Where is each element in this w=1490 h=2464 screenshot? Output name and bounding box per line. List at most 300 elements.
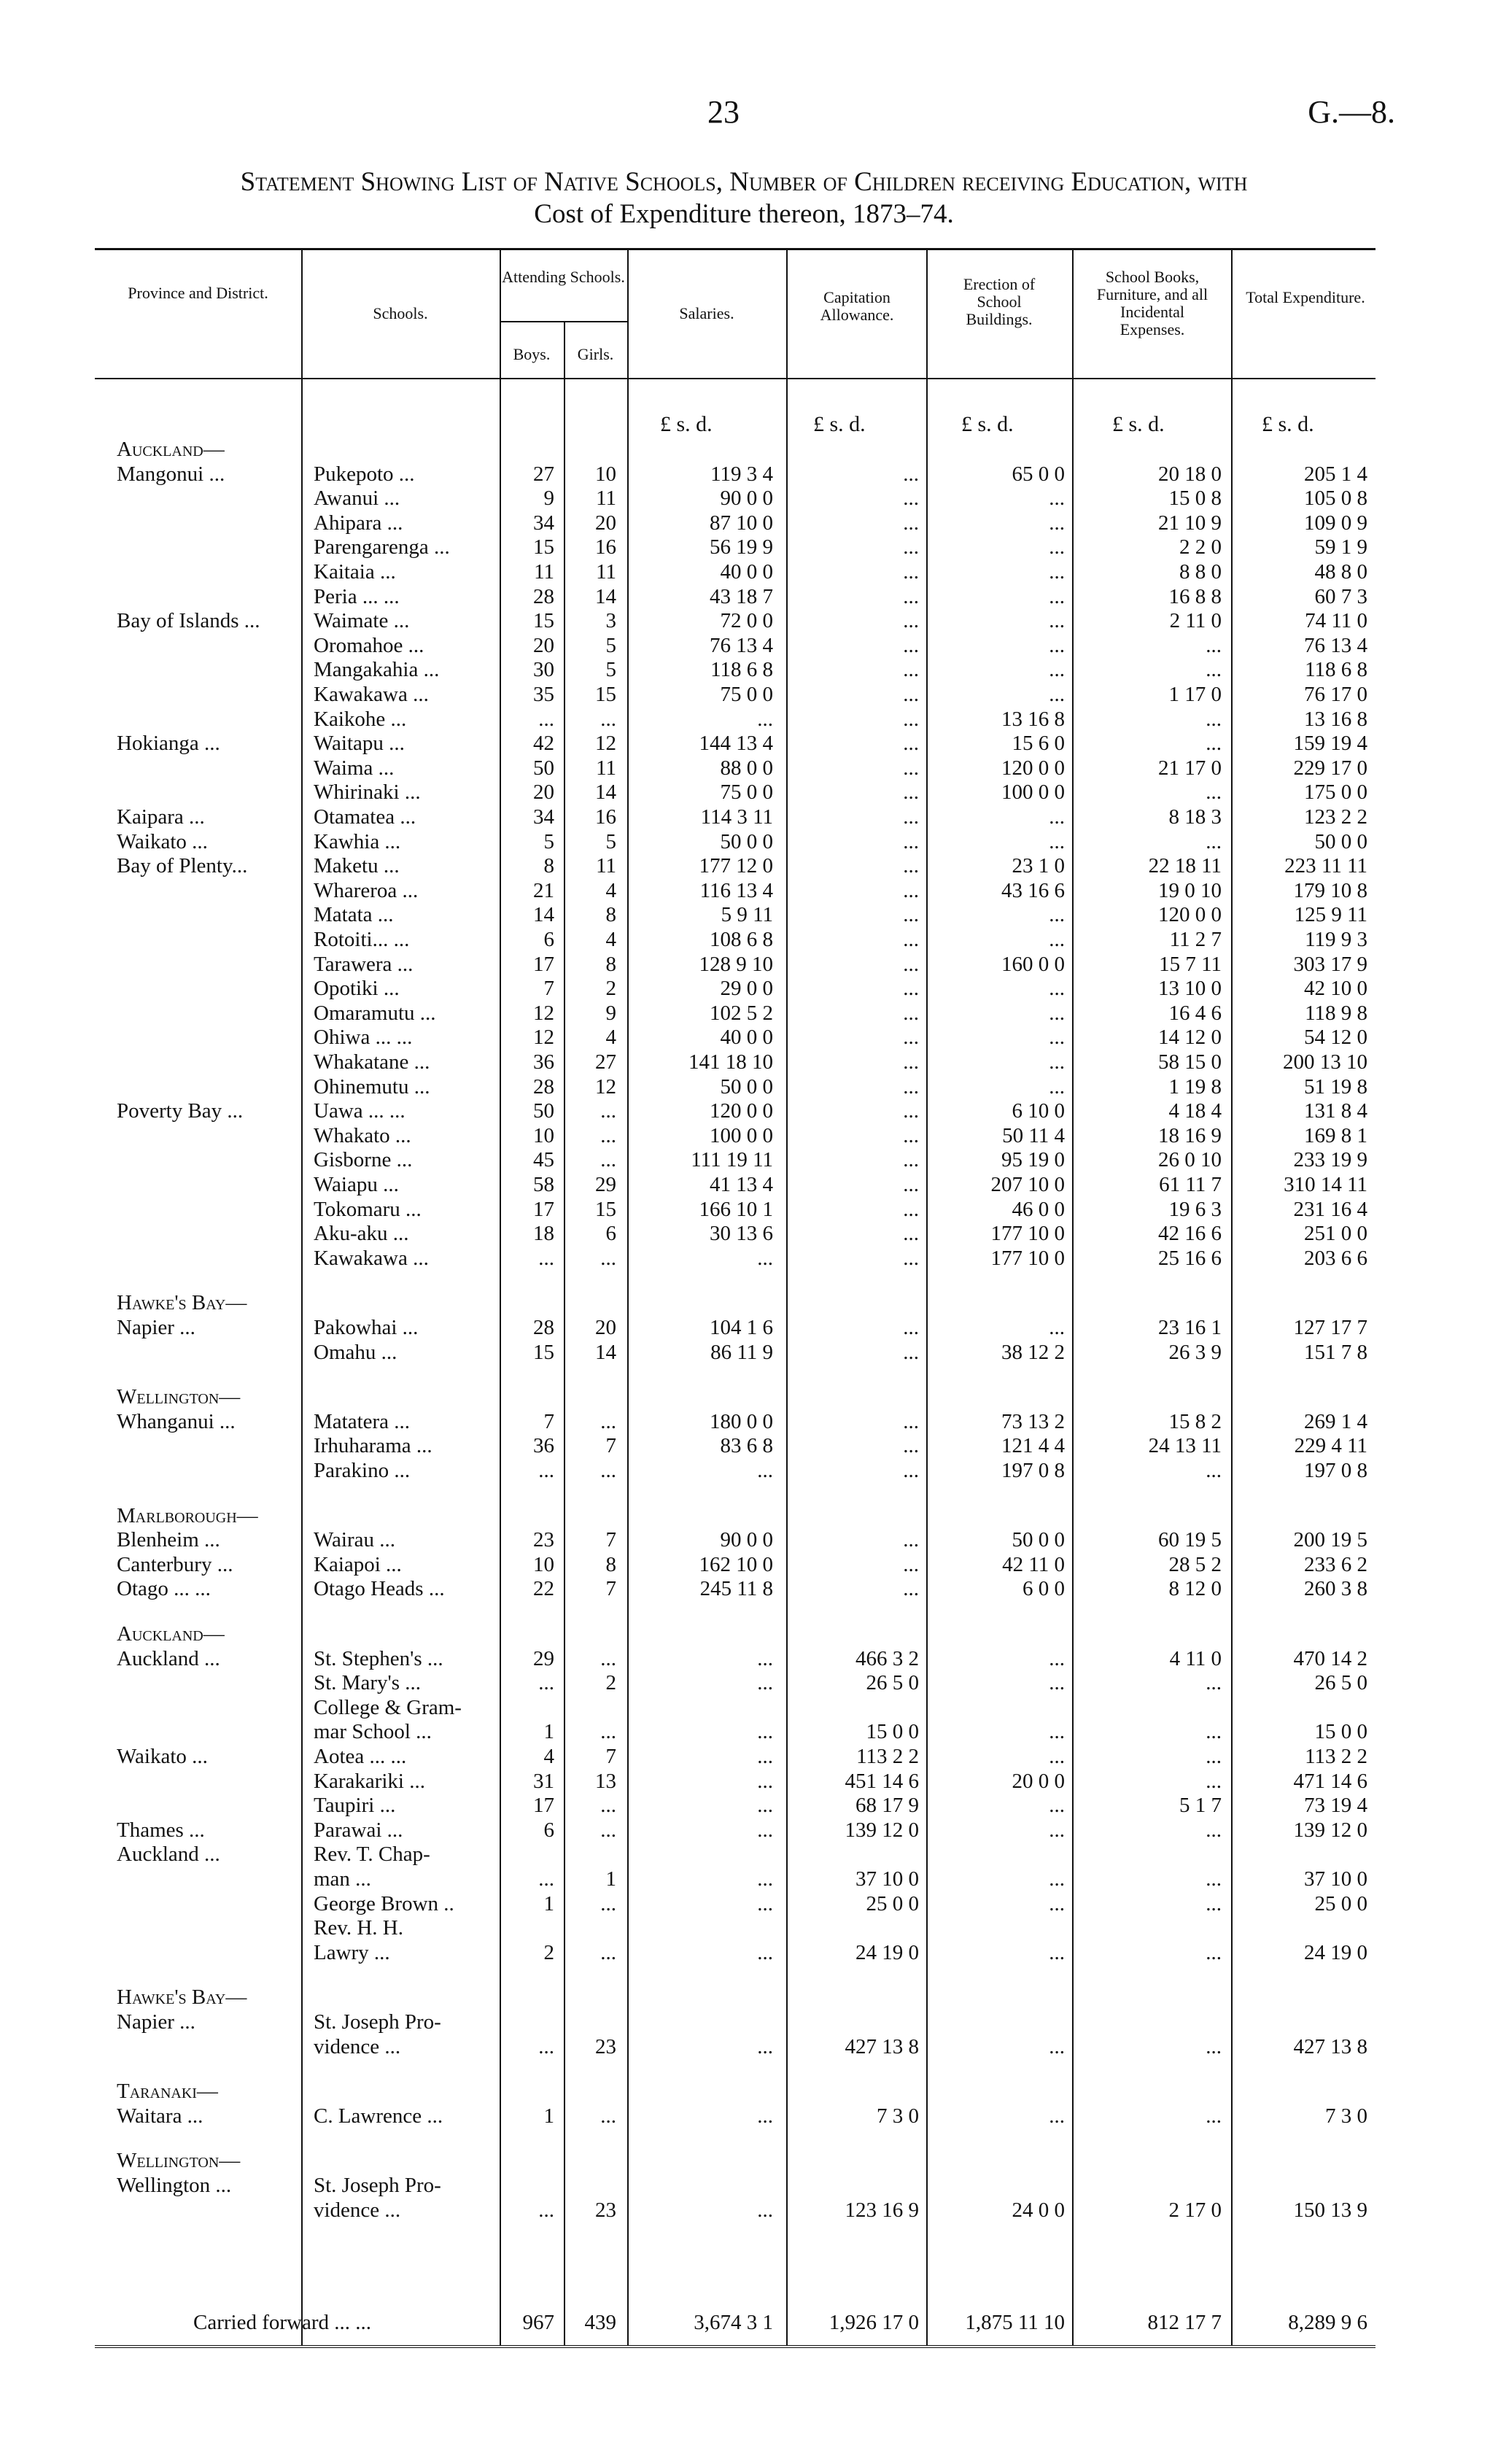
boys-cell: 5 [543,829,554,853]
books-cell: 8 12 0 [1168,1577,1222,1601]
capitation-cell: ... [903,560,919,584]
boys-cell: 36 [533,1050,554,1074]
school-cell: Uawa ... ... [314,1099,406,1123]
school-cell: Ohiwa ... ... [314,1026,413,1050]
boys-cell: 50 [533,756,554,780]
books-cell: 16 8 8 [1168,584,1222,608]
boys-cell: 30 [533,658,554,682]
books-cell: 15 0 8 [1168,487,1222,511]
salaries-cell: 75 0 0 [720,780,773,805]
salaries-cell: 50 0 0 [720,829,773,853]
salaries-cell: ... [757,1818,773,1842]
books-cell: 2 11 0 [1169,609,1222,633]
capitation-cell: ... [903,1197,919,1221]
salaries-cell: ... [757,1671,773,1695]
school-cell: Omahu ... [314,1340,397,1364]
girls-cell: 7 [605,1577,616,1601]
books-cell: 2 17 0 [1168,2198,1222,2222]
books-cell: 42 16 6 [1158,1222,1222,1246]
school-cell: Awanui ... [314,487,400,511]
boys-cell: 35 [533,683,554,706]
school-cell: man ... [314,1867,371,1891]
salaries-cell: 76 13 4 [710,633,773,657]
erection-cell: 20 0 0 [1012,1769,1065,1793]
table-row [0,585,1490,609]
erection-cell: ... [1049,609,1065,633]
capitation-cell: ... [903,928,919,951]
province-cell: Hokianga ... [117,732,220,756]
salaries-cell: 41 13 4 [710,1173,773,1196]
table-row [0,1026,1490,1050]
province-cell: Auckland— [117,1622,225,1646]
province-heading-row [0,1291,1490,1315]
salaries-cell: 108 6 8 [710,928,773,951]
units-salaries: £ s. d. [660,412,713,436]
erection-cell: 160 0 0 [1001,952,1065,976]
province-heading-row [0,1985,1490,2010]
boys-cell: 1 [543,2104,554,2128]
province-cell: Napier ... [117,1316,195,1339]
capitation-cell: 466 3 2 [855,1646,919,1670]
province-cell: Waitara ... [117,2104,203,2128]
girls-cell: ... [600,1720,616,1744]
total-cell: 150 13 9 [1293,2198,1367,2222]
girls-cell: 8 [605,903,616,927]
table-row [0,854,1490,878]
erection-cell: ... [1049,633,1065,657]
header-boys: Boys. [513,345,551,363]
table-row [0,511,1490,535]
school-cell: Rev. T. Chap- [314,1843,430,1867]
girls-cell: 7 [605,1434,616,1458]
school-cell: St. Joseph Pro- [314,2010,441,2034]
books-cell: 5 1 7 [1179,1794,1222,1818]
erection-cell: ... [1049,487,1065,511]
books-cell: 18 16 9 [1158,1123,1222,1147]
province-cell: Auckland ... [117,1843,220,1867]
school-cell: vidence ... [314,2198,401,2222]
boys-cell: 10 [533,1552,554,1576]
province-heading-row [0,438,1490,462]
table-row [0,903,1490,927]
erection-cell: 43 16 6 [1001,878,1065,902]
books-cell: 24 13 11 [1148,1434,1222,1458]
books-cell: ... [1206,732,1222,756]
books-cell: 20 18 0 [1158,462,1222,486]
boys-cell: 28 [533,584,554,608]
girls-cell: ... [600,1794,616,1818]
total-cell: 229 17 0 [1293,756,1367,780]
girls-cell: ... [600,1148,616,1172]
table-row [0,560,1490,584]
erection-cell: 24 0 0 [1012,2198,1065,2222]
salaries-cell: ... [757,1646,773,1670]
capitation-cell: ... [903,609,919,633]
girls-cell: 27 [595,1050,616,1074]
school-cell: Ohinemutu ... [314,1074,430,1099]
boys-cell: 28 [533,1316,554,1339]
province-cell: Auckland— [117,438,225,461]
girls-cell: 5 [605,829,616,853]
header-girls: Girls. [577,345,614,363]
salaries-cell: 5 9 11 [721,903,773,927]
table-row [0,2010,1490,2034]
books-cell: ... [1206,2104,1222,2128]
capitation-cell: ... [903,633,919,657]
books-cell: 19 0 10 [1158,878,1222,902]
total-cell: 169 8 1 [1304,1123,1367,1147]
capitation-cell: ... [903,462,919,486]
salaries-cell: ... [757,1745,773,1768]
salaries-cell: ... [757,1246,773,1270]
total-cell: 203 6 6 [1304,1246,1367,1270]
school-cell: St. Mary's ... [314,1671,422,1695]
total-cell: 123 2 2 [1304,805,1367,829]
table-row [0,1316,1490,1340]
table-row [0,1198,1490,1222]
erection-cell: 120 0 0 [1001,756,1065,780]
province-cell: Blenheim ... [117,1528,220,1552]
boys-cell: 9 [543,487,554,511]
school-cell: Parengarenga ... [314,535,450,559]
province-cell: Hawke's Bay— [117,1985,247,2010]
erection-cell: ... [1049,928,1065,951]
erection-cell: ... [1049,1891,1065,1915]
erection-cell: 6 10 0 [1012,1099,1065,1123]
salaries-cell: 116 13 4 [699,878,773,902]
erection-cell: ... [1049,683,1065,706]
girls-cell: 8 [605,1552,616,1576]
school-cell: Wairau ... [314,1528,396,1552]
boys-cell: 22 [533,1577,554,1601]
total-cell: 37 10 0 [1304,1867,1367,1891]
girls-cell: ... [600,1940,616,1964]
total-girls: 439 [584,2311,616,2334]
books-cell: 15 8 2 [1168,1409,1222,1433]
header-salaries: Salaries. [679,304,734,322]
school-cell: George Brown .. [314,1891,454,1915]
table-row [0,1577,1490,1601]
girls-cell: 9 [605,1001,616,1025]
school-cell: Matatera ... [314,1409,411,1433]
books-cell: 26 0 10 [1158,1148,1222,1172]
table-row [0,487,1490,511]
school-cell: Kawhia ... [314,829,401,853]
province-cell: Mangonui ... [117,462,225,486]
total-cell: 119 9 3 [1305,928,1367,951]
table-row [0,1434,1490,1458]
capitation-cell: ... [903,707,919,731]
girls-cell: 2 [605,977,616,1001]
girls-cell: 13 [595,1769,616,1793]
school-cell: Rotoiti... ... [314,928,410,951]
books-cell: 19 6 3 [1168,1197,1222,1221]
capitation-cell: 7 3 0 [877,2104,919,2128]
books-cell: 26 3 9 [1168,1340,1222,1364]
units-erection: £ s. d. [961,412,1014,436]
boys-cell: 8 [543,854,554,878]
province-cell: Waikato ... [117,1745,208,1768]
girls-cell: 23 [595,2198,616,2222]
books-cell: 15 7 11 [1159,952,1222,976]
erection-cell: 177 10 0 [990,1246,1065,1270]
table-row [0,1173,1490,1197]
school-cell: Pakowhai ... [314,1316,419,1339]
total-cell: 48 8 0 [1314,560,1367,584]
salaries-cell: 30 13 6 [710,1222,773,1246]
table-row [0,805,1490,829]
table-row [0,1892,1490,1916]
boys-cell: ... [538,2198,554,2222]
erection-cell: 50 11 4 [1002,1123,1065,1147]
salaries-cell: 50 0 0 [720,1074,773,1099]
capitation-cell: ... [903,1173,919,1196]
girls-cell: 20 [595,511,616,535]
books-cell: ... [1206,1720,1222,1744]
total-cell: 125 9 11 [1294,903,1367,927]
school-cell: Irhuharama ... [314,1434,432,1458]
salaries-cell: 75 0 0 [720,683,773,706]
total-cell: 51 19 8 [1304,1074,1367,1099]
capitation-cell: 123 16 9 [845,2198,919,2222]
boys-cell: 6 [543,928,554,951]
table-row [0,780,1490,805]
erection-cell: 6 0 0 [1023,1577,1065,1601]
province-cell: Auckland ... [117,1646,220,1670]
table-row [0,1818,1490,1843]
girls-cell: 23 [595,2034,616,2058]
table-row [0,1916,1490,1940]
table-row [0,2035,1490,2059]
girls-cell: 4 [605,878,616,902]
erection-cell: 73 13 2 [1001,1409,1065,1433]
salaries-cell: 177 12 0 [699,854,773,878]
erection-cell: 177 10 0 [990,1222,1065,1246]
table-row [0,830,1490,854]
erection-cell: ... [1049,1001,1065,1025]
boys-cell: 17 [533,1794,554,1818]
school-cell: Kaiapoi ... [314,1552,402,1576]
girls-cell: 4 [605,928,616,951]
boys-cell: ... [538,1867,554,1891]
total-cell: 59 1 9 [1314,535,1367,559]
books-cell: 58 15 0 [1158,1050,1222,1074]
boys-cell: ... [538,1459,554,1482]
erection-cell: ... [1049,977,1065,1001]
capitation-cell: ... [903,1246,919,1270]
girls-cell: 10 [595,462,616,486]
total-erection: 1,875 11 10 [965,2311,1065,2334]
total-boys: 967 [522,2311,554,2334]
total-cell: 76 17 0 [1304,683,1367,706]
books-cell: 11 2 7 [1169,928,1222,951]
school-cell: Omaramutu ... [314,1001,436,1025]
table-row [0,683,1490,707]
capitation-cell: ... [903,1552,919,1576]
boys-cell: 1 [543,1720,554,1744]
school-cell: C. Lawrence ... [314,2104,443,2128]
capitation-cell: ... [903,1409,919,1433]
total-cell: 139 12 0 [1293,1818,1367,1842]
boys-cell: 50 [533,1099,554,1123]
books-cell: ... [1206,2034,1222,2058]
table-row [0,1050,1490,1074]
total-cell: 15 0 0 [1314,1720,1367,1744]
boys-cell: 34 [533,511,554,535]
total-cell: 60 7 3 [1314,584,1367,608]
boys-cell: 15 [533,609,554,633]
total-cell: 13 16 8 [1304,707,1367,731]
total-expenditure: 8,289 9 6 [1288,2311,1367,2334]
salaries-cell: 245 11 8 [699,1577,773,1601]
boys-cell: ... [538,1671,554,1695]
boys-cell: 7 [543,1409,554,1433]
total-cell: 74 11 0 [1305,609,1367,633]
province-cell: Canterbury ... [117,1552,233,1576]
province-cell: Otago ... ... [117,1577,211,1601]
books-cell: ... [1206,1818,1222,1842]
province-heading-row [0,2080,1490,2104]
carried-forward-label: Carried forward ... ... [193,2311,371,2334]
province-cell: Kaipara ... [117,805,205,829]
salaries-cell: ... [757,1794,773,1818]
table-row [0,1148,1490,1172]
erection-cell: 46 0 0 [1012,1197,1065,1221]
capitation-cell: ... [903,903,919,927]
school-cell: St. Joseph Pro- [314,2174,441,2197]
salaries-cell: 104 1 6 [710,1316,773,1339]
erection-cell: ... [1049,1745,1065,1768]
province-cell: Bay of Plenty... [117,854,248,878]
table-row [0,1553,1490,1577]
salaries-cell: 141 18 10 [688,1050,773,1074]
capitation-cell: ... [903,1148,919,1172]
books-cell: 4 18 4 [1168,1099,1222,1123]
salaries-cell: ... [757,1459,773,1482]
girls-cell: ... [600,1818,616,1842]
girls-cell: 16 [595,805,616,829]
capitation-cell: ... [903,732,919,756]
total-cell: 175 0 0 [1304,780,1367,805]
table-row [0,928,1490,952]
salaries-cell: ... [757,707,773,731]
header-bottom-rule [95,378,1375,379]
province-heading-row [0,1385,1490,1409]
school-cell: St. Stephen's ... [314,1646,443,1670]
girls-cell: 4 [605,1026,616,1050]
title-line-2: Cost of Expenditure thereon, 1873–74. [534,199,954,229]
capitation-cell: 139 12 0 [845,1818,919,1842]
table-row [0,1647,1490,1671]
capitation-cell: 113 2 2 [856,1745,919,1768]
capitation-cell: 25 0 0 [866,1891,919,1915]
girls-cell: 14 [595,584,616,608]
erection-cell: 121 4 4 [1001,1434,1065,1458]
total-cell: 233 19 9 [1293,1148,1367,1172]
girls-cell: 5 [605,633,616,657]
erection-cell: ... [1049,1074,1065,1099]
boys-cell: 28 [533,1074,554,1099]
books-cell: 1 19 8 [1168,1074,1222,1099]
books-cell: ... [1206,633,1222,657]
erection-cell: 197 0 8 [1001,1459,1065,1482]
capitation-cell: 24 19 0 [855,1940,919,1964]
salaries-cell: ... [757,2034,773,2058]
school-cell: Whareroa ... [314,878,419,902]
books-cell: 16 4 6 [1168,1001,1222,1025]
table-row [0,2174,1490,2198]
boys-cell: 20 [533,633,554,657]
girls-cell: ... [600,2104,616,2128]
table-row [0,2198,1490,2223]
header-province: Province and District. [128,284,268,302]
total-cell: 127 17 7 [1293,1316,1367,1339]
capitation-cell: 68 17 9 [855,1794,919,1818]
school-cell: Parawai ... [314,1818,403,1842]
total-cell: 197 0 8 [1304,1459,1367,1482]
books-cell: 8 18 3 [1168,805,1222,829]
school-cell: Kawakawa ... [314,683,429,706]
total-cell: 76 13 4 [1304,633,1367,657]
erection-cell: ... [1049,1867,1065,1891]
table-row [0,879,1490,903]
salaries-cell: 43 18 7 [710,584,773,608]
table-row [0,2104,1490,2128]
total-cell: 427 13 8 [1293,2034,1367,2058]
capitation-cell: 37 10 0 [855,1867,919,1891]
total-cell: 179 10 8 [1293,878,1367,902]
books-cell: ... [1206,1867,1222,1891]
girls-cell: ... [600,1409,616,1433]
boys-cell: 12 [533,1001,554,1025]
erection-cell: ... [1049,1794,1065,1818]
table-row [0,1247,1490,1271]
boys-cell: 12 [533,1026,554,1050]
girls-cell: 11 [596,854,616,878]
salaries-cell: ... [757,1769,773,1793]
salaries-cell: ... [757,1891,773,1915]
total-cell: 229 4 11 [1294,1434,1367,1458]
total-cell: 233 6 2 [1304,1552,1367,1576]
girls-cell: ... [600,1246,616,1270]
table-top-rule [95,248,1375,250]
girls-cell: ... [600,1891,616,1915]
total-cell: 118 9 8 [1305,1001,1367,1025]
boys-cell: 7 [543,977,554,1001]
salaries-cell: 180 0 0 [710,1409,773,1433]
erection-cell: 13 16 8 [1001,707,1065,731]
total-cell: 205 1 4 [1304,462,1367,486]
boys-cell: 15 [533,535,554,559]
units-total: £ s. d. [1262,412,1314,436]
school-cell: Gisborne ... [314,1148,413,1172]
total-cell: 260 3 8 [1304,1577,1367,1601]
books-cell: 14 12 0 [1158,1026,1222,1050]
school-cell: Tarawera ... [314,952,414,976]
girls-cell: 12 [595,1074,616,1099]
school-cell: Aotea ... ... [314,1745,407,1768]
table-row [0,1528,1490,1552]
province-cell: Marlborough— [117,1503,258,1527]
total-cell: 118 6 8 [1305,658,1367,682]
total-cell: 231 16 4 [1293,1197,1367,1221]
erection-cell: ... [1049,584,1065,608]
page-number: 23 [707,94,740,130]
girls-cell: 15 [595,683,616,706]
girls-cell: 11 [596,487,616,511]
capitation-cell: ... [903,1222,919,1246]
capitation-cell: 15 0 0 [866,1720,919,1744]
